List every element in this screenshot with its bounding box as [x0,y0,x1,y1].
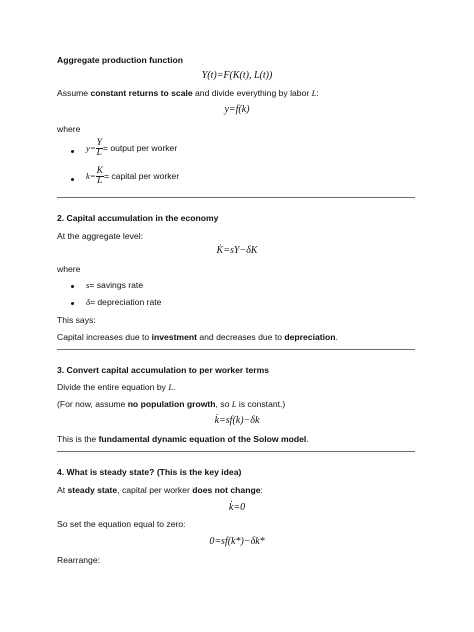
divide-pre: Divide the entire equation by [57,382,169,392]
bullet-dot [71,178,74,181]
assume-end: : [316,88,319,98]
fund-pre: This is the [57,434,99,444]
depreciation-text: = depreciation rate [90,297,162,307]
bullet-savings-rate [86,280,143,290]
section-heading-aggregate-production: Aggregate production function [57,55,184,65]
bullet2-lhs: k= [86,170,96,181]
assume-var: L [311,88,317,98]
fraction-k-over-l [96,167,104,186]
fund-end: . [306,434,309,444]
capital-mid: and decreases due to [196,332,285,342]
equation-intensive-form: y=f(k) [224,104,250,115]
fund-bold: fundamental dynamic equation of the Solow model [98,434,307,444]
section-divider [57,451,415,452]
fundamental-equation-line [57,434,309,444]
this-says-label: This says: [57,315,96,325]
depreciation-var: δ [86,297,90,307]
divide-var: L [168,382,174,392]
section-heading-per-worker: 3. Convert capital accumulation to per worker terms [57,365,270,375]
equation-steady-state: 0=sf(k*)−δk* [209,536,265,547]
fraction-y-over-l [96,139,103,158]
aggregate-level-line: At the aggregate level: [57,231,143,241]
assume-pre: Assume [57,88,91,98]
bullet-dot [71,150,74,153]
assume-bold: constant returns to scale [90,88,193,98]
section-heading-capital-accumulation: 2. Capital accumulation in the economy [57,213,219,223]
capital-pre: Capital increases due to [57,332,152,342]
capital-end: . [335,332,338,342]
ss-bold-2: does not change [192,485,261,495]
steady-state-line [57,485,263,495]
note-end: is constant.) [236,399,286,409]
ss-pre: At [57,485,68,495]
assume-mid: and divide everything by labor [192,88,312,98]
bullet2-text: = capital per worker [103,170,180,181]
equation-kdot-zero: k̇=0 [228,502,246,513]
fraction-denominator: L [96,148,102,158]
divide-line [57,382,175,392]
bullet-depreciation-rate [86,297,161,307]
section-divider [57,197,415,198]
note-pre: (For now, assume [57,399,128,409]
section-divider [57,349,415,350]
bullet1-lhs: y= [86,142,96,153]
fraction-numerator: K [96,166,103,176]
note-mid: , so [215,399,232,409]
savings-var: s [86,280,90,290]
ss-bold: steady state [67,485,118,495]
where-label-2: where [57,264,81,274]
depreciation-bold: depreciation [284,332,336,342]
note-bold: no population growth [127,399,216,409]
population-note-line [57,399,285,409]
equation-per-worker-capital: k̇=sf(k)−δk [214,415,260,426]
divide-end: . [173,382,176,392]
capital-change-line [57,332,338,342]
bullet-dot [71,302,74,305]
equation-production-function: Y(t)=F(K(t), L(t)) [201,70,273,81]
bullet-output-per-worker [86,139,177,158]
set-equal-zero-line: So set the equation equal to zero: [57,519,186,529]
bullet1-text: = output per worker [102,142,178,153]
ss-end: : [260,485,263,495]
note-var: L [231,399,237,409]
fraction-numerator: Y [96,138,102,148]
rearrange-label: Rearrange: [57,555,100,565]
bullet-dot [71,285,74,288]
equation-aggregate-capital: K̇=sY−δK [216,245,258,256]
assume-crs-line [57,88,319,98]
investment-bold: investment [151,332,197,342]
fraction-denominator: L [97,176,103,186]
savings-text: = savings rate [89,280,144,290]
ss-mid: , capital per worker [117,485,193,495]
section-heading-steady-state: 4. What is steady state? (This is the key idea) [57,467,242,477]
where-label-1: where [57,124,81,134]
bullet-capital-per-worker [86,167,179,186]
